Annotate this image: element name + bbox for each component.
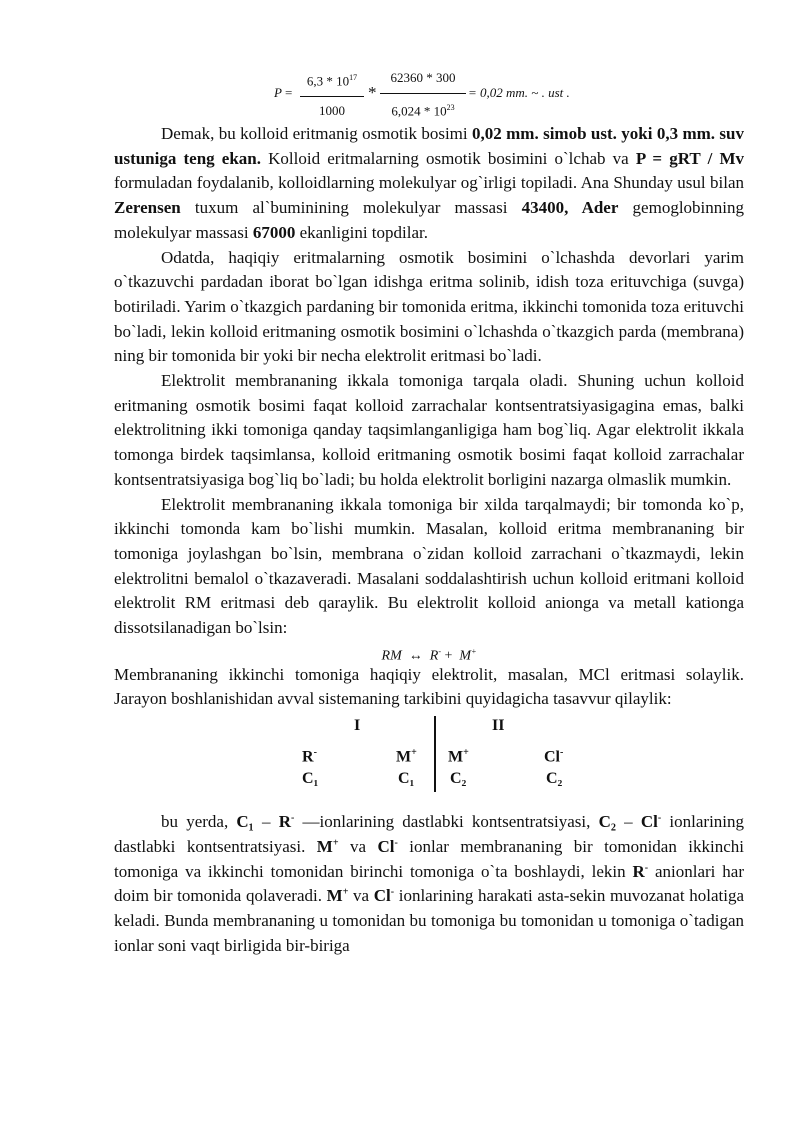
fraction-1-denominator: 1000	[319, 103, 345, 119]
formula-lhs: P =	[274, 85, 293, 100]
paragraph-1: Demak, bu kolloid eritmanig osmotik bosimi 0,02 mm. simob ust. yoki 0,3 mm. suv ustuniga teng ekan. Kolloid eritmalarning osmotik bosimini o`lchab va P = gRT / Mv formuladan foydalanib, kolloidlarning molekulyar og`irligi topiladi. Ana Shunday usul bilan Zerensen tuxum al`buminining molekulyar massasi 43400, Ader gemoglobinning molekulyar massasi 67000 ekanligini topdilar.	[114, 124, 744, 242]
ion-distribution-table	[114, 714, 744, 792]
paragraph-2: Odatda, haqiqiy eritmalarning osmotik bosimini o`lchashda devorlari yarim o`tkazuvchi pardadan iborat bo`lgan idishga eritma solinib, idish toza erituvchiga (suvga) botiriladi. Yarim o`tkazgich pardaning bir tomonida eritma, ikkinchi tomonida toza erituvchi bo`ladi, lekin kolloid eritmaning osmotik bosimini o`lchashda o`tkazgich parda (membrana) ning bir tomonida bir yoki bir necha elektrolit eritmasi bo`ladi.	[114, 247, 744, 366]
paragraph-4: Elektrolit membrananing ikkala tomoniga bir xilda tarqalmaydi; bir tomonda ko`p, ikkinchi tomonda kam bo`lishi mumkin. Masalan, kolloid eritma membrananing bir tomoniga joylashgan bo`lsin, membrana o`zidan kolloid zarrachani o`tkazmaydi, lekin elektrolitni bemalol o`tkazaveradi. Masalani soddalashtirish uchun kolloid eritmani kolloid elektrolit RM eritmasi deb qaraylik. Bu elektrolit kolloid anionga va metall kationga dissotsilanadigan bo`lsin:	[114, 494, 744, 638]
m-ion-side-2: M+	[448, 747, 469, 766]
formula-multiply: *	[368, 83, 377, 102]
c2-concentration-cl: C₂	[546, 770, 563, 788]
cl-ion: Cl-	[544, 747, 564, 766]
document-page	[114, 60, 744, 958]
paragraph-3: Elektrolit membrananing ikkala tomoniga tarqala oladi. Shuning uchun kolloid eritmaning osmotik bosimi faqat kolloid zarrachalar kontsentratsiyasigagina emas, balki elektrolitning ikki tomoniga qanday taqsimlanganligiga ham bog`liq. Agar elektrolit ikkala tomonga birdek taqsimlansa, kolloid eritmaning osmotik bosimi faqat kolloid zarrachalar kontsentratsiyasiga bog`liq bo`ladi; bu holda elektrolit borligini nazarga olmaslik mumkin.	[114, 371, 744, 489]
fraction-1-numerator: $6,3 * 10^{17}$	[300, 66, 364, 97]
r-ion: R-	[302, 747, 317, 766]
paragraph-5: Membrananing ikkinchi tomoniga haqiqiy elektrolit, masalan, MCl eritmasi solaylik. Jarayon boshlanishidan avval sistemaning tarkibini quyidagicha tasavvur qilaylik:	[114, 664, 744, 709]
formula-result: = 0,02 mm. ~ . ust .	[468, 85, 570, 100]
formula-fraction-2	[380, 66, 466, 124]
c1-concentration-m: C₁	[398, 770, 415, 788]
fraction-2-denominator: $6,024 * 10^{23}$	[391, 102, 455, 119]
membrane-divider	[434, 716, 436, 792]
side-1-label: I	[354, 717, 361, 735]
side-2-label: II	[492, 717, 505, 735]
osmotic-pressure-formula	[114, 60, 744, 122]
m-ion-side-1: M+	[396, 747, 417, 766]
dissociation-reaction: RM ↔ R- + M+	[381, 646, 477, 664]
c2-concentration-m: C₂	[450, 770, 467, 788]
fraction-2-numerator: 62360 * 300	[380, 66, 466, 94]
c1-concentration-r: C₁	[302, 770, 319, 788]
formula-fraction-1	[300, 66, 364, 124]
paragraph-6: bu yerda, C₁ – R- —ionlarining dastlabki kontsentratsiyasi, C₂ – Cl- ionlarining dastlabki kontsentratsiyasi. M+ va Cl- ionlar membrananing bir tomonidan ikkinchi tomoniga va ikkinchi tomonidan birinchi tomoniga o`ta boshlaydi, lekin R- anionlari har doim bir tomonida qolaveradi. M+ va Cl- ionlarining harakati asta-sekin muvozanat holatiga keladi. Bunda membrananing u tomonidan bu tomoniga bu tomonidan u tomoniga o`tadigan ionlar soni vaqt birligida bir-biriga	[114, 812, 745, 955]
